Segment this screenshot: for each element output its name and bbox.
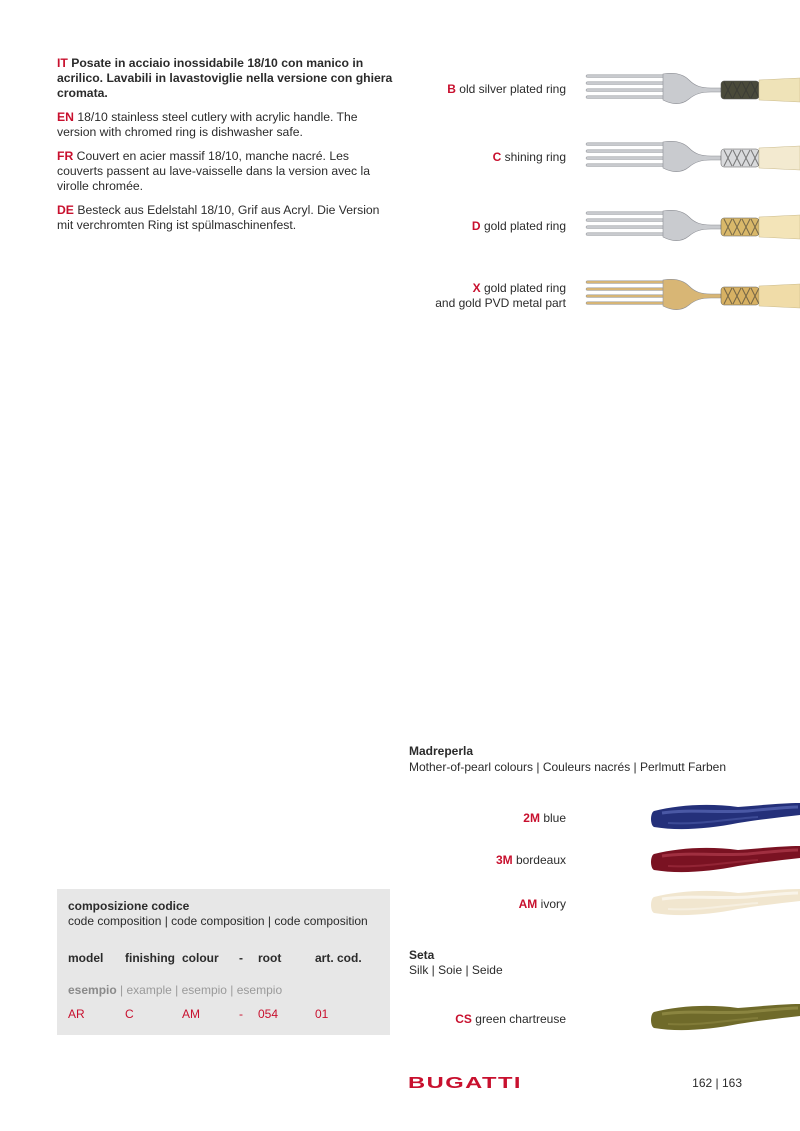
code-composition-subtitle: code composition | code composition | code composition <box>68 914 368 928</box>
svg-text:BUGATTI: BUGATTI <box>408 1075 522 1090</box>
handle-green-chartreuse-swatch <box>648 998 800 1040</box>
bugatti-logo <box>408 1074 524 1090</box>
code-composition-box <box>57 889 390 1035</box>
handle-bordeaux-swatch <box>648 840 800 882</box>
finishing-label-d: D gold plated ring <box>471 219 566 233</box>
intro-en: EN 18/10 stainless steel cutlery with acrylic handle. The version with chromed ring is dishwasher safe. <box>57 110 358 139</box>
seta-subtitle: Silk | Soie | Seide <box>409 963 503 977</box>
colour-label-3m: 3M bordeaux <box>495 853 566 867</box>
code-composition-headers: model finishing colour - root art. cod. <box>68 951 362 965</box>
finishing-label-c: C shining ring <box>492 150 566 164</box>
finishing-label-b: B old silver plated ring <box>447 82 566 96</box>
seta-title: Seta <box>409 948 435 962</box>
colour-label-cs: CS green chartreuse <box>455 1012 566 1026</box>
colour-label-2m: 2M blue <box>523 811 566 825</box>
handle-blue-swatch <box>648 797 800 839</box>
handle-ivory-swatch <box>648 883 800 925</box>
intro-text <box>57 56 397 242</box>
fork-b-image <box>583 66 800 110</box>
code-composition-example-label: esempio | example | esempio | esempio <box>68 983 283 997</box>
fork-x-image <box>583 272 800 316</box>
intro-fr: FR Couvert en acier massif 18/10, manche nacré. Les couverts passent au lave-vaisselle dans la version avec la virolle chromée. <box>57 149 370 193</box>
page-number: 162 | 163 <box>692 1076 742 1090</box>
madreperla-subtitle: Mother-of-pearl colours | Couleurs nacrés | Perlmutt Farben <box>409 760 727 774</box>
intro-de: DE Besteck aus Edelstahl 18/10, Grif aus Acryl. Die Version mit verchromten Ring ist spülmaschinenfest. <box>57 203 380 232</box>
fork-c-image <box>583 134 800 178</box>
finishing-label-x: X gold plated ring and gold PVD metal part <box>435 281 566 310</box>
code-composition-values: AR C AM - 054 01 <box>68 1007 329 1021</box>
intro-it: IT Posate in acciaio inossidabile 18/10 con manico in acrilico. Lavabili in lavastoviglie nella versione con ghiera cromata. <box>57 56 393 100</box>
colour-label-am: AM ivory <box>518 897 566 911</box>
code-composition-title: composizione codice <box>68 899 190 913</box>
fork-d-image <box>583 203 800 247</box>
madreperla-title: Madreperla <box>409 744 474 758</box>
